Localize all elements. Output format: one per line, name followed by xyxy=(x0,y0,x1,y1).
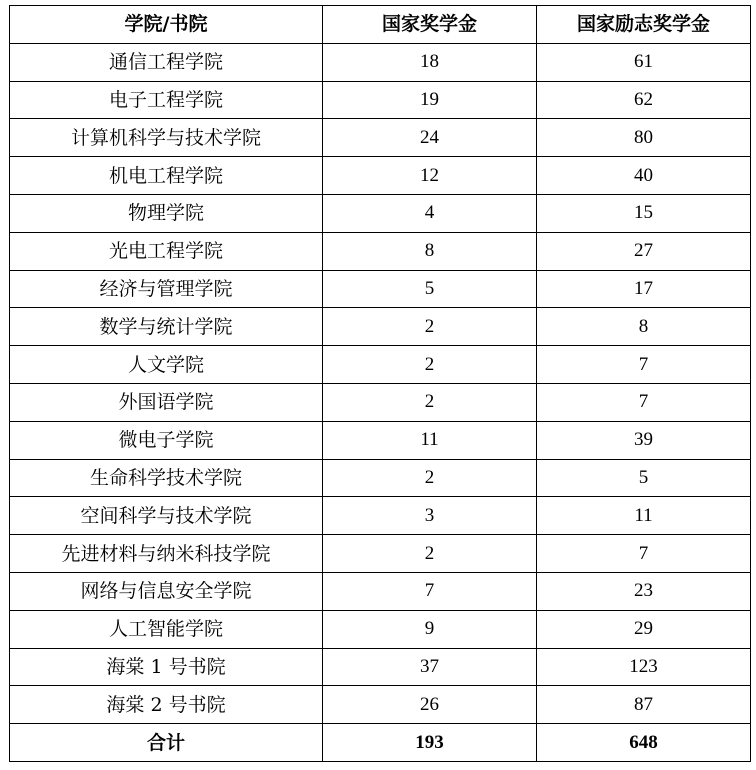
total-row xyxy=(10,724,751,762)
table-row xyxy=(10,686,751,724)
encouragement-scholarship-count: 62 xyxy=(537,81,751,119)
college-name: 人文学院 xyxy=(10,346,323,384)
national-scholarship-count: 2 xyxy=(323,535,537,573)
table-row xyxy=(10,572,751,610)
college-name: 空间科学与技术学院 xyxy=(10,497,323,535)
table-row xyxy=(10,535,751,573)
encouragement-scholarship-count: 61 xyxy=(537,43,751,81)
encouragement-scholarship-count: 7 xyxy=(537,383,751,421)
table-row xyxy=(10,383,751,421)
national-scholarship-count: 2 xyxy=(323,308,537,346)
college-name: 经济与管理学院 xyxy=(10,270,323,308)
total-national-scholarship: 193 xyxy=(323,724,537,762)
encouragement-scholarship-count: 80 xyxy=(537,119,751,157)
encouragement-scholarship-count: 17 xyxy=(537,270,751,308)
header-national-encouragement-scholarship: 国家励志奖学金 xyxy=(537,6,751,44)
encouragement-scholarship-count: 29 xyxy=(537,610,751,648)
encouragement-scholarship-count: 87 xyxy=(537,686,751,724)
table-row xyxy=(10,308,751,346)
encouragement-scholarship-count: 23 xyxy=(537,572,751,610)
table-header-row xyxy=(10,6,751,44)
national-scholarship-count: 2 xyxy=(323,383,537,421)
scholarship-table-container xyxy=(9,5,751,762)
encouragement-scholarship-count: 123 xyxy=(537,648,751,686)
college-name: 外国语学院 xyxy=(10,383,323,421)
encouragement-scholarship-count: 39 xyxy=(537,421,751,459)
total-label: 合计 xyxy=(10,724,323,762)
national-scholarship-count: 19 xyxy=(323,81,537,119)
college-name: 数学与统计学院 xyxy=(10,308,323,346)
encouragement-scholarship-count: 27 xyxy=(537,232,751,270)
college-name: 人工智能学院 xyxy=(10,610,323,648)
table-row xyxy=(10,497,751,535)
college-name: 网络与信息安全学院 xyxy=(10,572,323,610)
national-scholarship-count: 18 xyxy=(323,43,537,81)
college-name: 海棠 1 号书院 xyxy=(10,648,323,686)
encouragement-scholarship-count: 7 xyxy=(537,346,751,384)
college-name: 海棠 2 号书院 xyxy=(10,686,323,724)
table-row xyxy=(10,648,751,686)
college-name: 计算机科学与技术学院 xyxy=(10,119,323,157)
total-encouragement-scholarship: 648 xyxy=(537,724,751,762)
college-name: 通信工程学院 xyxy=(10,43,323,81)
table-row xyxy=(10,43,751,81)
encouragement-scholarship-count: 7 xyxy=(537,535,751,573)
header-national-scholarship: 国家奖学金 xyxy=(323,6,537,44)
table-row xyxy=(10,157,751,195)
table-row xyxy=(10,610,751,648)
national-scholarship-count: 3 xyxy=(323,497,537,535)
table-row xyxy=(10,346,751,384)
encouragement-scholarship-count: 15 xyxy=(537,194,751,232)
encouragement-scholarship-count: 5 xyxy=(537,459,751,497)
national-scholarship-count: 12 xyxy=(323,157,537,195)
table-row xyxy=(10,194,751,232)
national-scholarship-count: 24 xyxy=(323,119,537,157)
national-scholarship-count: 2 xyxy=(323,346,537,384)
college-name: 机电工程学院 xyxy=(10,157,323,195)
college-name: 光电工程学院 xyxy=(10,232,323,270)
college-name: 物理学院 xyxy=(10,194,323,232)
table-row xyxy=(10,119,751,157)
table-row xyxy=(10,232,751,270)
college-name: 电子工程学院 xyxy=(10,81,323,119)
national-scholarship-count: 9 xyxy=(323,610,537,648)
college-name: 先进材料与纳米科技学院 xyxy=(10,535,323,573)
table-row xyxy=(10,459,751,497)
table-row xyxy=(10,270,751,308)
table-row xyxy=(10,421,751,459)
national-scholarship-count: 26 xyxy=(323,686,537,724)
header-college: 学院/书院 xyxy=(10,6,323,44)
national-scholarship-count: 37 xyxy=(323,648,537,686)
encouragement-scholarship-count: 11 xyxy=(537,497,751,535)
scholarship-table xyxy=(9,5,751,762)
table-row xyxy=(10,81,751,119)
national-scholarship-count: 5 xyxy=(323,270,537,308)
encouragement-scholarship-count: 40 xyxy=(537,157,751,195)
encouragement-scholarship-count: 8 xyxy=(537,308,751,346)
national-scholarship-count: 2 xyxy=(323,459,537,497)
national-scholarship-count: 7 xyxy=(323,572,537,610)
national-scholarship-count: 8 xyxy=(323,232,537,270)
college-name: 生命科学技术学院 xyxy=(10,459,323,497)
national-scholarship-count: 4 xyxy=(323,194,537,232)
college-name: 微电子学院 xyxy=(10,421,323,459)
national-scholarship-count: 11 xyxy=(323,421,537,459)
